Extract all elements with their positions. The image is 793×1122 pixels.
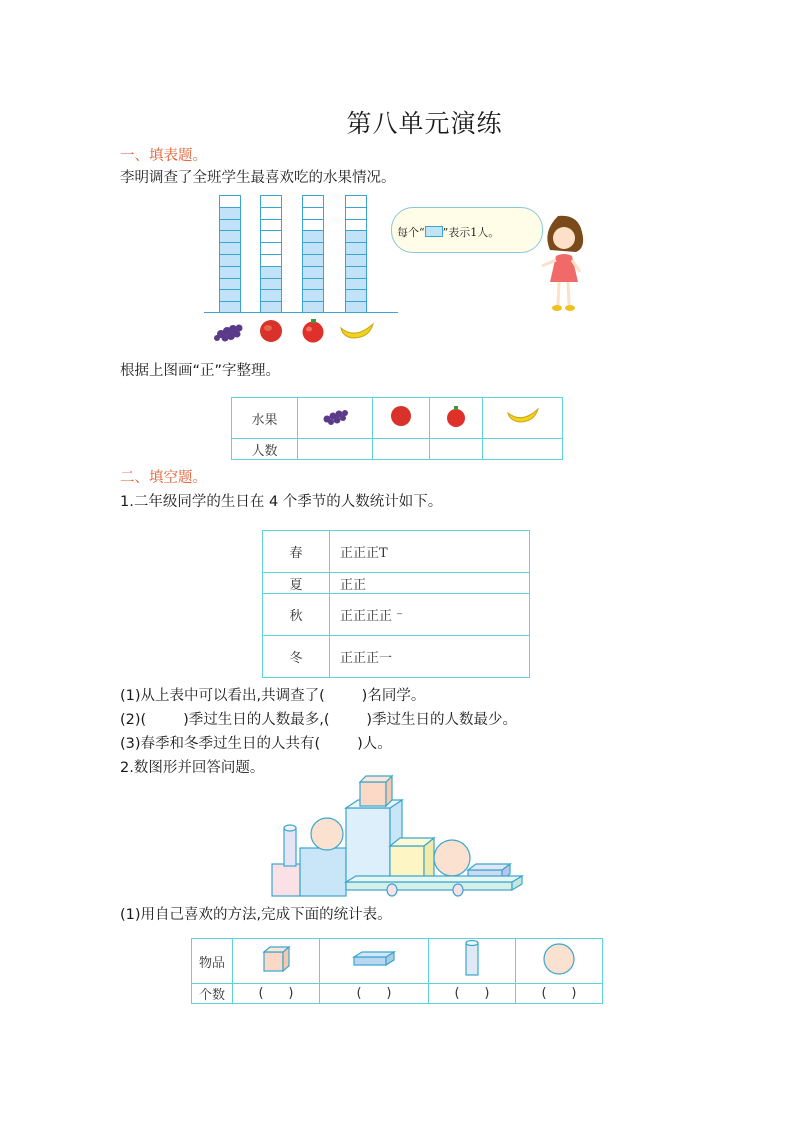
season-label: 夏 (263, 573, 330, 594)
season-label: 秋 (263, 594, 330, 636)
bar-cell (303, 289, 323, 301)
bar-cell (220, 289, 240, 301)
bar-cell (261, 254, 281, 266)
bar-cell (346, 207, 366, 219)
grape-icon (211, 318, 247, 344)
fruit-cell-grape (298, 398, 373, 439)
fruit-label: 水果 (232, 398, 298, 439)
section1-instruction: 根据上图画“正”字整理。 (120, 363, 281, 379)
bar-cell (303, 242, 323, 254)
item-label: 物品 (192, 939, 233, 984)
bar-cell (303, 230, 323, 242)
item-cell-cube (233, 939, 320, 984)
bar-cell (261, 242, 281, 254)
item-cell-cylinder (428, 939, 515, 984)
peach-icon (258, 318, 284, 344)
count-label: 个数 (192, 984, 233, 1004)
bar-cell (346, 230, 366, 242)
count-blank-cylinder[interactable]: ( ) (428, 984, 515, 1004)
grape-icon (319, 405, 351, 427)
count-input-apple[interactable] (430, 439, 483, 460)
bar-cell (261, 196, 281, 207)
season-tally: 正正 (330, 573, 530, 594)
count-input-peach[interactable] (373, 439, 430, 460)
bar-cell (220, 196, 240, 207)
section1-heading: 一、填表题。 (120, 148, 207, 164)
shapes-train-illustration-icon (268, 772, 526, 900)
fruit-cell-apple (430, 398, 483, 439)
season-tally: 正正正T (330, 531, 530, 573)
bubble-legend (397, 224, 499, 240)
bar-peach (260, 195, 282, 313)
count-label: 人数 (232, 439, 298, 460)
bar-cell (303, 266, 323, 278)
season-tally-table (262, 530, 530, 678)
bar-cell (261, 278, 281, 290)
season-tally: 正正正正 ⁻ (330, 594, 530, 636)
fruit-cell-peach (373, 398, 430, 439)
bar-cell (346, 266, 366, 278)
bar-cell (220, 266, 240, 278)
legend-cell-icon (425, 226, 443, 237)
count-blank-cube[interactable]: ( ) (233, 984, 320, 1004)
bar-cell (346, 289, 366, 301)
apple-icon (300, 316, 326, 344)
count-blank-sphere[interactable]: ( ) (515, 984, 602, 1004)
bar-cell (346, 254, 366, 266)
bar-cell (261, 230, 281, 242)
bar-cell (346, 278, 366, 290)
bar-cell (261, 219, 281, 231)
bubble-prefix: 每个“ (397, 226, 425, 239)
q1-text: 1.二年级同学的生日在 4 个季节的人数统计如下。 (120, 494, 443, 510)
q1-sub2: (2)( )季过生日的人数最多,( )季过生日的人数最少。 (120, 712, 518, 728)
page-title: 第八单元演练 (346, 109, 503, 138)
q2-text: 2.数图形并回答问题。 (120, 760, 265, 776)
bar-cell (220, 254, 240, 266)
bar-cell (346, 242, 366, 254)
shapes-count-table (191, 938, 603, 1004)
bar-cell (303, 207, 323, 219)
bubble-suffix: ”表示1人。 (442, 226, 500, 239)
bar-cell (220, 207, 240, 219)
item-cell-cuboid (320, 939, 429, 984)
count-input-grape[interactable] (298, 439, 373, 460)
bar-cell (220, 219, 240, 231)
bar-cell (303, 196, 323, 207)
bar-cell (346, 196, 366, 207)
cylinder-icon (464, 939, 480, 979)
bar-cell (220, 278, 240, 290)
season-label: 春 (263, 531, 330, 573)
bar-cell (220, 242, 240, 254)
cube-icon (261, 944, 291, 974)
section1-intro: 李明调查了全班学生最喜欢吃的水果情况。 (120, 170, 396, 186)
sphere-icon (542, 942, 576, 976)
apple-icon (445, 404, 467, 428)
q1-sub1: (1)从上表中可以看出,共调查了( )名同学。 (120, 688, 426, 704)
q1-sub3: (3)春季和冬季过生日的人共有( )人。 (120, 736, 392, 752)
chart-baseline (204, 312, 398, 313)
bar-apple (302, 195, 324, 313)
cuboid-icon (352, 949, 396, 969)
bar-cell (303, 254, 323, 266)
bar-cell (261, 207, 281, 219)
banana-icon (339, 320, 375, 342)
bar-cell (303, 219, 323, 231)
bar-grape (219, 195, 241, 313)
peach-icon (389, 405, 413, 427)
bar-cell (303, 278, 323, 290)
q2-sub1: (1)用自己喜欢的方法,完成下面的统计表。 (120, 907, 392, 923)
fruit-tally-table (231, 397, 563, 460)
count-input-banana[interactable] (483, 439, 563, 460)
season-label: 冬 (263, 636, 330, 678)
season-tally: 正正正一 (330, 636, 530, 678)
girl-illustration-icon (530, 212, 590, 314)
bar-cell (261, 289, 281, 301)
section2-heading: 二、填空题。 (120, 470, 207, 486)
item-cell-sphere (515, 939, 602, 984)
fruit-cell-banana (483, 398, 563, 439)
bar-banana (345, 195, 367, 313)
banana-icon (506, 406, 540, 426)
bar-cell (261, 266, 281, 278)
bar-cell (346, 219, 366, 231)
count-blank-cuboid[interactable]: ( ) (320, 984, 429, 1004)
bar-cell (220, 230, 240, 242)
